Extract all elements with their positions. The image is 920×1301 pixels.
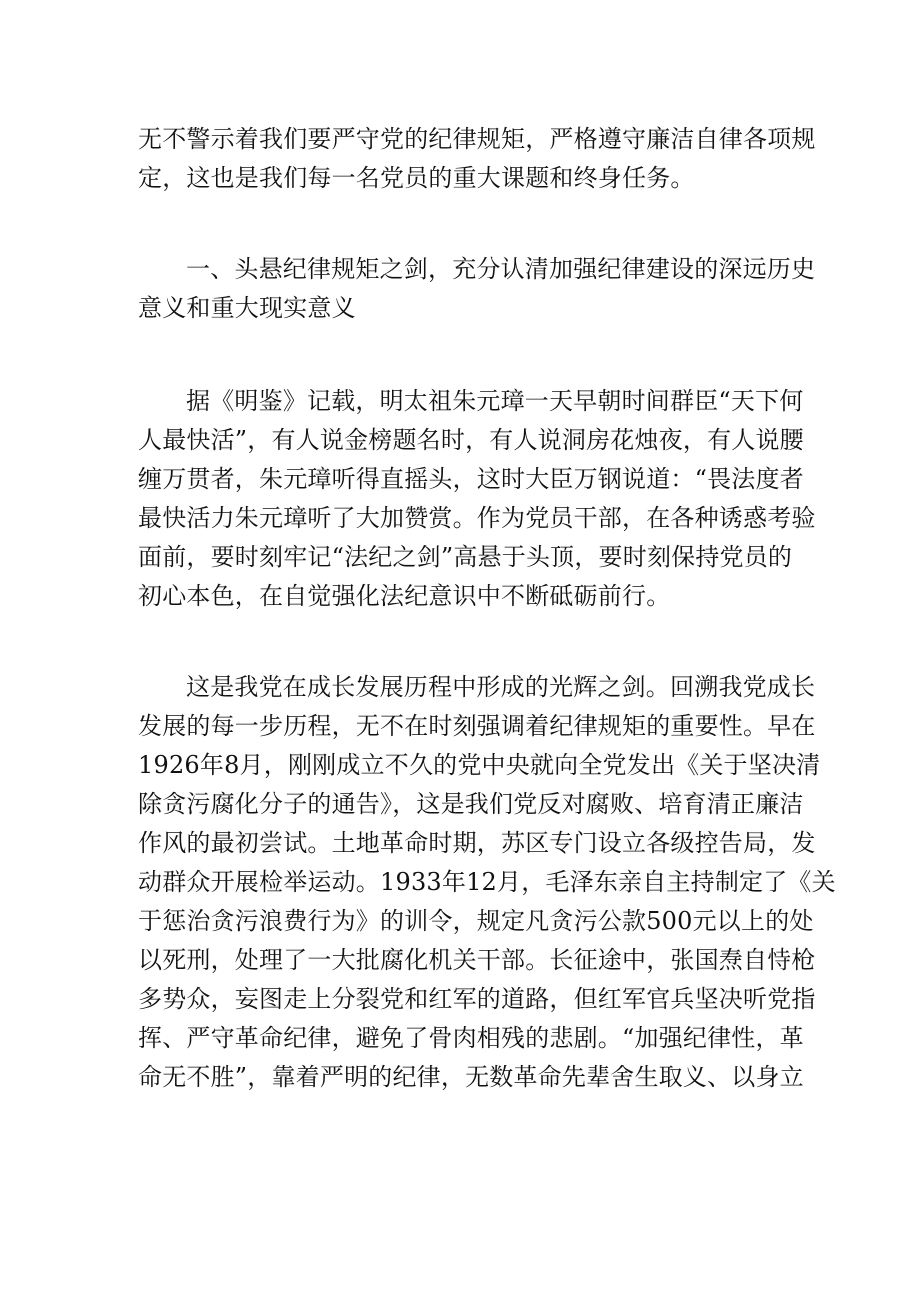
text-line: 据《明鉴》记载，明太祖朱元璋一天早朝时间群臣“天下何 (186, 387, 804, 415)
text-line: 这是我党在成长发展历程中形成的光辉之剑。回溯我党成长 (186, 673, 816, 701)
paragraph-continuation (138, 120, 816, 198)
text-line: 最快活力朱元璋听了大加赞赏。作为党员干部，在各种诱惑考验 (138, 504, 816, 532)
paragraph-mingjian (138, 382, 816, 616)
text-line: 命无不胜”，靠着严明的纪律，无数革命先辈舍生取义、以身立 (138, 1063, 804, 1091)
heading-line: 一、头悬纪律规矩之剑，充分认清加强纪律建设的深远历史 (186, 255, 816, 283)
text-line: 以死刑，处理了一大批腐化机关干部。长征途中，张国焘自恃枪 (138, 946, 816, 974)
text-line: 于惩治贪污浪费行为》的训令，规定凡贪污公款500元以上的处 (138, 907, 814, 935)
text-line: 缠万贯者，朱元璋听得直摇头，这时大臣万钢说道：“畏法度者 (138, 465, 804, 493)
text-line: 定，这也是我们每一名党员的重大课题和终身任务。 (138, 164, 695, 192)
text-line: 作风的最初尝试。土地革命时期，苏区专门设立各级控告局，发 (138, 829, 816, 857)
text-line: 人最快活”，有人说金榜题名时，有人说洞房花烛夜，有人说腰 (138, 426, 804, 454)
text-line: 动群众开展检举运动。1933年12月，毛泽东亲自主持制定了《关 (138, 868, 836, 896)
text-line: 多势众，妄图走上分裂党和红军的道路，但红军官兵坚决听党指 (138, 985, 816, 1013)
text-line: 初心本色，在自觉强化法纪意识中不断砥砺前行。 (138, 582, 671, 610)
text-line: 面前，要时刻牢记“法纪之剑”高悬于头顶，要时刻保持党员的 (138, 543, 793, 571)
text-line: 无不警示着我们要严守党的纪律规矩，严格遵守廉洁自律各项规 (138, 125, 816, 153)
paragraph-history (138, 668, 836, 1097)
text-line: 除贪污腐化分子的通告》，这是我们党反对腐败、培育清正廉洁 (138, 790, 804, 818)
text-line: 发展的每一步历程，无不在时刻强调着纪律规矩的重要性。早在 (138, 712, 816, 740)
text-line: 1926年8月，刚刚成立不久的党中央就向全党发出《关于坚决清 (138, 751, 821, 779)
section-heading (138, 250, 816, 328)
text-line: 挥、严守革命纪律，避免了骨肉相残的悲剧。“加强纪律性，革 (138, 1024, 804, 1052)
heading-line: 意义和重大现实意义 (138, 294, 356, 322)
